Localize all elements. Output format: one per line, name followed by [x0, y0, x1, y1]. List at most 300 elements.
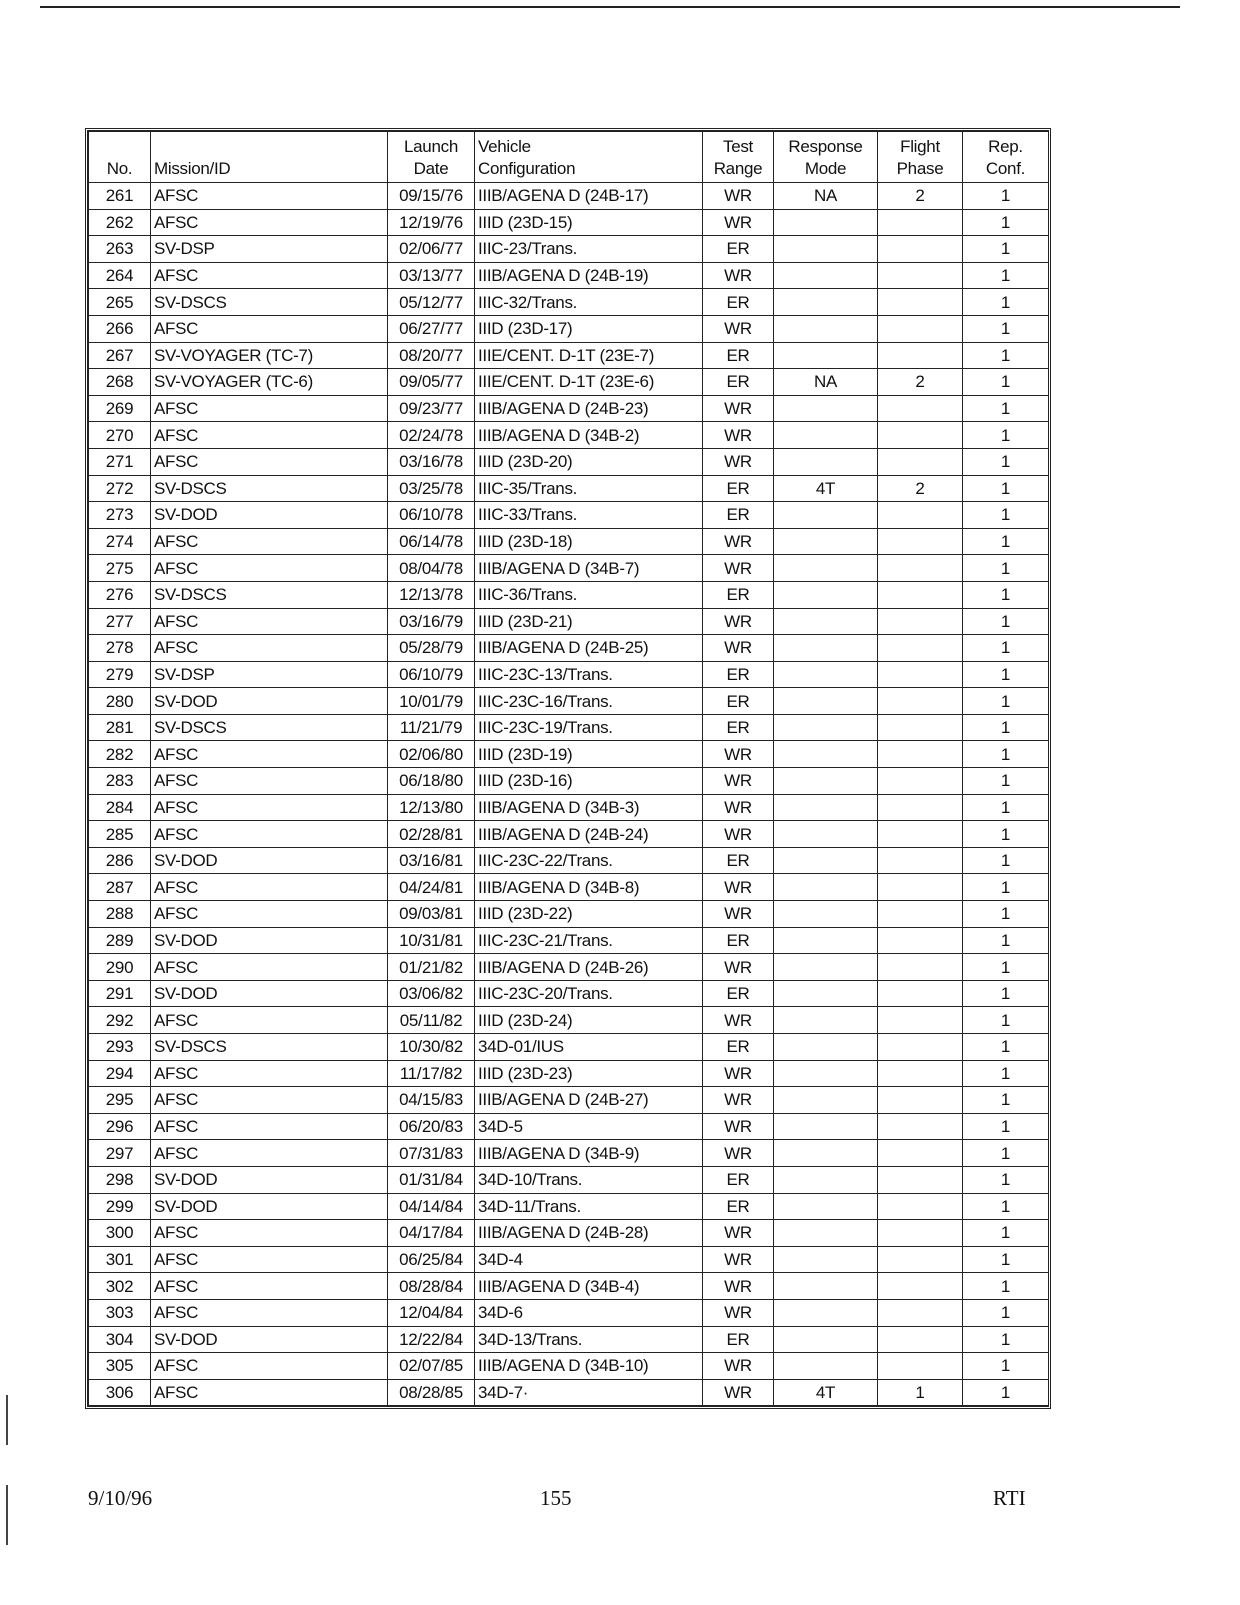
cell-response-mode	[774, 901, 878, 928]
cell-rep-conf: 1	[963, 874, 1049, 901]
cell-rep-conf: 1	[963, 847, 1049, 874]
cell-no: 269	[89, 395, 151, 422]
table-row	[89, 927, 1049, 954]
cell-vehicle-config: IIIB/AGENA D (34B-9)	[475, 1140, 703, 1167]
table-row	[89, 608, 1049, 635]
cell-flight-phase	[878, 1113, 963, 1140]
cell-flight-phase	[878, 954, 963, 981]
cell-mission: SV-DOD	[151, 847, 388, 874]
table-row	[89, 555, 1049, 582]
cell-vehicle-config: IIIE/CENT. D-1T (23E-6)	[475, 369, 703, 396]
cell-rep-conf: 1	[963, 1034, 1049, 1061]
cell-test-range: WR	[703, 555, 774, 582]
cell-response-mode	[774, 635, 878, 662]
cell-rep-conf: 1	[963, 1166, 1049, 1193]
cell-rep-conf: 1	[963, 1113, 1049, 1140]
cell-response-mode	[774, 847, 878, 874]
cell-no: 268	[89, 369, 151, 396]
cell-launch-date: 02/07/85	[388, 1353, 475, 1380]
cell-no: 283	[89, 768, 151, 795]
cell-flight-phase	[878, 236, 963, 263]
cell-rep-conf: 1	[963, 954, 1049, 981]
cell-rep-conf: 1	[963, 1273, 1049, 1300]
cell-response-mode	[774, 422, 878, 449]
cell-launch-date: 11/17/82	[388, 1060, 475, 1087]
cell-mission: AFSC	[151, 768, 388, 795]
table-row	[89, 502, 1049, 529]
cell-vehicle-config: IIID (23D-19)	[475, 741, 703, 768]
cell-no: 274	[89, 528, 151, 555]
cell-rep-conf: 1	[963, 555, 1049, 582]
cell-flight-phase: 1	[878, 1379, 963, 1406]
cell-launch-date: 02/28/81	[388, 821, 475, 848]
cell-test-range: ER	[703, 581, 774, 608]
cell-response-mode	[774, 794, 878, 821]
cell-test-range: ER	[703, 1034, 774, 1061]
cell-rep-conf: 1	[963, 635, 1049, 662]
cell-rep-conf: 1	[963, 502, 1049, 529]
cell-flight-phase	[878, 448, 963, 475]
col-header-rep-conf: Rep. Conf.	[963, 132, 1049, 183]
cell-response-mode	[774, 1140, 878, 1167]
cell-flight-phase	[878, 1299, 963, 1326]
cell-flight-phase	[878, 661, 963, 688]
cell-rep-conf: 1	[963, 1007, 1049, 1034]
table-row	[89, 954, 1049, 981]
cell-response-mode	[774, 1273, 878, 1300]
cell-no: 294	[89, 1060, 151, 1087]
launch-table-frame	[85, 128, 1051, 1409]
cell-mission: AFSC	[151, 821, 388, 848]
cell-launch-date: 04/17/84	[388, 1220, 475, 1247]
cell-launch-date: 06/14/78	[388, 528, 475, 555]
cell-flight-phase: 2	[878, 475, 963, 502]
cell-mission: AFSC	[151, 395, 388, 422]
table-row	[89, 1193, 1049, 1220]
cell-test-range: WR	[703, 262, 774, 289]
cell-rep-conf: 1	[963, 342, 1049, 369]
cell-launch-date: 02/06/80	[388, 741, 475, 768]
cell-rep-conf: 1	[963, 980, 1049, 1007]
cell-launch-date: 05/11/82	[388, 1007, 475, 1034]
cell-test-range: WR	[703, 422, 774, 449]
cell-mission: AFSC	[151, 1140, 388, 1167]
cell-no: 287	[89, 874, 151, 901]
cell-launch-date: 03/13/77	[388, 262, 475, 289]
cell-launch-date: 12/13/78	[388, 581, 475, 608]
cell-flight-phase	[878, 1060, 963, 1087]
cell-vehicle-config: IIID (23D-22)	[475, 901, 703, 928]
cell-rep-conf: 1	[963, 1326, 1049, 1353]
cell-launch-date: 03/16/78	[388, 448, 475, 475]
cell-vehicle-config: IIIB/AGENA D (24B-17)	[475, 183, 703, 210]
cell-mission: SV-VOYAGER (TC-6)	[151, 369, 388, 396]
cell-vehicle-config: IIIB/AGENA D (24B-27)	[475, 1087, 703, 1114]
cell-response-mode	[774, 688, 878, 715]
cell-mission: AFSC	[151, 262, 388, 289]
cell-mission: AFSC	[151, 448, 388, 475]
cell-vehicle-config: IIIB/AGENA D (24B-19)	[475, 262, 703, 289]
cell-flight-phase: 2	[878, 369, 963, 396]
cell-test-range: WR	[703, 741, 774, 768]
table-row	[89, 821, 1049, 848]
cell-mission: SV-VOYAGER (TC-7)	[151, 342, 388, 369]
cell-launch-date: 03/06/82	[388, 980, 475, 1007]
cell-flight-phase	[878, 1193, 963, 1220]
col-header-no: No.	[89, 132, 151, 183]
cell-vehicle-config: IIID (23D-24)	[475, 1007, 703, 1034]
cell-response-mode	[774, 821, 878, 848]
cell-test-range: WR	[703, 1220, 774, 1247]
cell-test-range: ER	[703, 927, 774, 954]
cell-rep-conf: 1	[963, 1087, 1049, 1114]
cell-vehicle-config: IIIC-23/Trans.	[475, 236, 703, 263]
cell-test-range: WR	[703, 1273, 774, 1300]
cell-vehicle-config: 34D-7·	[475, 1379, 703, 1406]
cell-vehicle-config: 34D-5	[475, 1113, 703, 1140]
cell-vehicle-config: 34D-01/IUS	[475, 1034, 703, 1061]
cell-no: 302	[89, 1273, 151, 1300]
cell-test-range: WR	[703, 448, 774, 475]
cell-test-range: ER	[703, 342, 774, 369]
cell-mission: AFSC	[151, 1060, 388, 1087]
cell-mission: SV-DOD	[151, 927, 388, 954]
table-row	[89, 794, 1049, 821]
table-row	[89, 289, 1049, 316]
cell-response-mode	[774, 1166, 878, 1193]
cell-vehicle-config: IIIB/AGENA D (24B-28)	[475, 1220, 703, 1247]
cell-response-mode	[774, 581, 878, 608]
cell-launch-date: 07/31/83	[388, 1140, 475, 1167]
cell-no: 286	[89, 847, 151, 874]
table-row	[89, 714, 1049, 741]
cell-no: 277	[89, 608, 151, 635]
cell-response-mode	[774, 315, 878, 342]
col-header-flight-phase: Flight Phase	[878, 132, 963, 183]
cell-no: 275	[89, 555, 151, 582]
cell-flight-phase	[878, 794, 963, 821]
cell-no: 261	[89, 183, 151, 210]
cell-flight-phase	[878, 422, 963, 449]
cell-mission: AFSC	[151, 1087, 388, 1114]
cell-rep-conf: 1	[963, 581, 1049, 608]
cell-launch-date: 06/18/80	[388, 768, 475, 795]
cell-vehicle-config: IIID (23D-17)	[475, 315, 703, 342]
cell-response-mode	[774, 1034, 878, 1061]
cell-response-mode	[774, 1246, 878, 1273]
cell-response-mode	[774, 661, 878, 688]
cell-flight-phase	[878, 1034, 963, 1061]
cell-flight-phase	[878, 1087, 963, 1114]
cell-test-range: WR	[703, 768, 774, 795]
cell-vehicle-config: 34D-11/Trans.	[475, 1193, 703, 1220]
cell-test-range: WR	[703, 794, 774, 821]
cell-test-range: WR	[703, 1007, 774, 1034]
page-number: 155	[540, 1486, 572, 1510]
cell-launch-date: 06/10/79	[388, 661, 475, 688]
cell-flight-phase	[878, 342, 963, 369]
cell-response-mode	[774, 236, 878, 263]
cell-rep-conf: 1	[963, 1193, 1049, 1220]
cell-no: 301	[89, 1246, 151, 1273]
cell-test-range: WR	[703, 1060, 774, 1087]
cell-response-mode	[774, 954, 878, 981]
cell-mission: SV-DOD	[151, 980, 388, 1007]
cell-response-mode	[774, 209, 878, 236]
cell-response-mode: 4T	[774, 475, 878, 502]
cell-launch-date: 10/01/79	[388, 688, 475, 715]
cell-vehicle-config: IIIC-23C-21/Trans.	[475, 927, 703, 954]
table-row	[89, 422, 1049, 449]
cell-response-mode	[774, 980, 878, 1007]
cell-response-mode	[774, 1326, 878, 1353]
cell-mission: AFSC	[151, 209, 388, 236]
cell-response-mode	[774, 342, 878, 369]
cell-test-range: WR	[703, 315, 774, 342]
table-row	[89, 236, 1049, 263]
cell-no: 300	[89, 1220, 151, 1247]
cell-response-mode	[774, 1193, 878, 1220]
cell-flight-phase	[878, 927, 963, 954]
cell-vehicle-config: IIID (23D-15)	[475, 209, 703, 236]
table-row	[89, 1273, 1049, 1300]
cell-flight-phase	[878, 1353, 963, 1380]
cell-response-mode	[774, 289, 878, 316]
cell-vehicle-config: IIIB/AGENA D (34B-2)	[475, 422, 703, 449]
cell-mission: AFSC	[151, 183, 388, 210]
cell-launch-date: 06/27/77	[388, 315, 475, 342]
cell-launch-date: 09/03/81	[388, 901, 475, 928]
table-row	[89, 661, 1049, 688]
cell-no: 284	[89, 794, 151, 821]
cell-no: 298	[89, 1166, 151, 1193]
cell-test-range: WR	[703, 1353, 774, 1380]
cell-vehicle-config: 34D-10/Trans.	[475, 1166, 703, 1193]
cell-flight-phase	[878, 289, 963, 316]
cell-launch-date: 12/19/76	[388, 209, 475, 236]
cell-rep-conf: 1	[963, 608, 1049, 635]
cell-vehicle-config: IIID (23D-20)	[475, 448, 703, 475]
cell-rep-conf: 1	[963, 369, 1049, 396]
cell-flight-phase	[878, 1007, 963, 1034]
cell-test-range: ER	[703, 369, 774, 396]
cell-test-range: WR	[703, 954, 774, 981]
cell-launch-date: 05/12/77	[388, 289, 475, 316]
cell-test-range: WR	[703, 395, 774, 422]
cell-test-range: ER	[703, 502, 774, 529]
cell-launch-date: 10/30/82	[388, 1034, 475, 1061]
cell-launch-date: 12/22/84	[388, 1326, 475, 1353]
cell-response-mode	[774, 1060, 878, 1087]
table-row	[89, 1007, 1049, 1034]
cell-launch-date: 08/04/78	[388, 555, 475, 582]
cell-mission: AFSC	[151, 874, 388, 901]
cell-test-range: ER	[703, 688, 774, 715]
cell-launch-date: 06/10/78	[388, 502, 475, 529]
cell-test-range: ER	[703, 289, 774, 316]
table-row	[89, 183, 1049, 210]
cell-mission: SV-DSCS	[151, 289, 388, 316]
footer-date: 9/10/96	[88, 1486, 153, 1510]
cell-vehicle-config: IIIB/AGENA D (34B-3)	[475, 794, 703, 821]
cell-response-mode	[774, 768, 878, 795]
cell-response-mode	[774, 1113, 878, 1140]
cell-no: 306	[89, 1379, 151, 1406]
cell-rep-conf: 1	[963, 821, 1049, 848]
cell-test-range: WR	[703, 874, 774, 901]
cell-flight-phase	[878, 209, 963, 236]
table-row	[89, 369, 1049, 396]
table-row	[89, 1326, 1049, 1353]
cell-test-range: ER	[703, 1326, 774, 1353]
cell-launch-date: 04/24/81	[388, 874, 475, 901]
cell-flight-phase	[878, 688, 963, 715]
cell-no: 265	[89, 289, 151, 316]
table-header-row	[89, 132, 1049, 183]
cell-launch-date: 06/25/84	[388, 1246, 475, 1273]
cell-test-range: ER	[703, 847, 774, 874]
col-header-mission: Mission/ID	[151, 132, 388, 183]
cell-mission: SV-DOD	[151, 1326, 388, 1353]
table-row	[89, 1113, 1049, 1140]
cell-vehicle-config: IIIB/AGENA D (24B-24)	[475, 821, 703, 848]
cell-no: 276	[89, 581, 151, 608]
cell-no: 288	[89, 901, 151, 928]
cell-launch-date: 02/06/77	[388, 236, 475, 263]
cell-flight-phase	[878, 874, 963, 901]
cell-response-mode	[774, 448, 878, 475]
margin-mark	[6, 1485, 8, 1545]
cell-vehicle-config: IIIB/AGENA D (34B-4)	[475, 1273, 703, 1300]
cell-vehicle-config: IIIC-23C-19/Trans.	[475, 714, 703, 741]
cell-vehicle-config: IIIB/AGENA D (24B-23)	[475, 395, 703, 422]
cell-no: 278	[89, 635, 151, 662]
cell-flight-phase	[878, 1273, 963, 1300]
margin-mark	[6, 1395, 8, 1445]
cell-mission: AFSC	[151, 315, 388, 342]
cell-test-range: WR	[703, 1140, 774, 1167]
cell-test-range: ER	[703, 1193, 774, 1220]
cell-no: 262	[89, 209, 151, 236]
col-header-vehicle-config: Vehicle Configuration	[475, 132, 703, 183]
cell-test-range: WR	[703, 821, 774, 848]
cell-launch-date: 10/31/81	[388, 927, 475, 954]
cell-response-mode	[774, 262, 878, 289]
cell-flight-phase	[878, 1140, 963, 1167]
cell-flight-phase	[878, 555, 963, 582]
table-row	[89, 209, 1049, 236]
table-row	[89, 688, 1049, 715]
table-row	[89, 448, 1049, 475]
cell-test-range: ER	[703, 475, 774, 502]
table-row	[89, 741, 1049, 768]
cell-rep-conf: 1	[963, 289, 1049, 316]
cell-test-range: WR	[703, 209, 774, 236]
cell-flight-phase	[878, 502, 963, 529]
cell-flight-phase	[878, 980, 963, 1007]
cell-mission: SV-DSCS	[151, 475, 388, 502]
cell-no: 281	[89, 714, 151, 741]
cell-launch-date: 09/05/77	[388, 369, 475, 396]
cell-rep-conf: 1	[963, 1353, 1049, 1380]
cell-vehicle-config: IIIE/CENT. D-1T (23E-7)	[475, 342, 703, 369]
table-row	[89, 581, 1049, 608]
cell-vehicle-config: IIID (23D-18)	[475, 528, 703, 555]
cell-no: 272	[89, 475, 151, 502]
cell-rep-conf: 1	[963, 315, 1049, 342]
cell-response-mode	[774, 714, 878, 741]
cell-response-mode	[774, 874, 878, 901]
cell-flight-phase	[878, 395, 963, 422]
table-row	[89, 874, 1049, 901]
cell-launch-date: 04/14/84	[388, 1193, 475, 1220]
cell-rep-conf: 1	[963, 209, 1049, 236]
cell-rep-conf: 1	[963, 688, 1049, 715]
cell-test-range: WR	[703, 1299, 774, 1326]
cell-test-range: ER	[703, 980, 774, 1007]
cell-test-range: WR	[703, 528, 774, 555]
cell-no: 304	[89, 1326, 151, 1353]
cell-rep-conf: 1	[963, 395, 1049, 422]
cell-flight-phase	[878, 315, 963, 342]
cell-mission: AFSC	[151, 422, 388, 449]
cell-response-mode	[774, 395, 878, 422]
cell-no: 299	[89, 1193, 151, 1220]
cell-no: 296	[89, 1113, 151, 1140]
cell-test-range: WR	[703, 608, 774, 635]
cell-vehicle-config: IIIC-33/Trans.	[475, 502, 703, 529]
cell-no: 263	[89, 236, 151, 263]
cell-test-range: ER	[703, 1166, 774, 1193]
cell-no: 267	[89, 342, 151, 369]
cell-mission: AFSC	[151, 1246, 388, 1273]
cell-vehicle-config: 34D-4	[475, 1246, 703, 1273]
table-row	[89, 847, 1049, 874]
cell-response-mode	[774, 927, 878, 954]
table-row	[89, 1246, 1049, 1273]
table-row	[89, 1060, 1049, 1087]
cell-no: 280	[89, 688, 151, 715]
cell-vehicle-config: IIIB/AGENA D (34B-10)	[475, 1353, 703, 1380]
cell-test-range: ER	[703, 714, 774, 741]
cell-rep-conf: 1	[963, 475, 1049, 502]
cell-no: 285	[89, 821, 151, 848]
table-row	[89, 1087, 1049, 1114]
cell-mission: AFSC	[151, 1220, 388, 1247]
cell-launch-date: 09/23/77	[388, 395, 475, 422]
launch-table	[88, 131, 1049, 1406]
table-row	[89, 1353, 1049, 1380]
table-row	[89, 395, 1049, 422]
cell-test-range: WR	[703, 901, 774, 928]
footer-org: RTI	[993, 1486, 1026, 1510]
col-header-response-mode: Response Mode	[774, 132, 878, 183]
cell-flight-phase	[878, 1220, 963, 1247]
cell-mission: AFSC	[151, 901, 388, 928]
cell-response-mode	[774, 1353, 878, 1380]
cell-mission: AFSC	[151, 741, 388, 768]
cell-mission: AFSC	[151, 794, 388, 821]
cell-mission: AFSC	[151, 1007, 388, 1034]
cell-launch-date: 08/28/85	[388, 1379, 475, 1406]
cell-no: 292	[89, 1007, 151, 1034]
cell-flight-phase	[878, 635, 963, 662]
cell-flight-phase	[878, 1246, 963, 1273]
cell-flight-phase	[878, 901, 963, 928]
cell-vehicle-config: IIID (23D-16)	[475, 768, 703, 795]
cell-flight-phase	[878, 768, 963, 795]
cell-launch-date: 12/04/84	[388, 1299, 475, 1326]
